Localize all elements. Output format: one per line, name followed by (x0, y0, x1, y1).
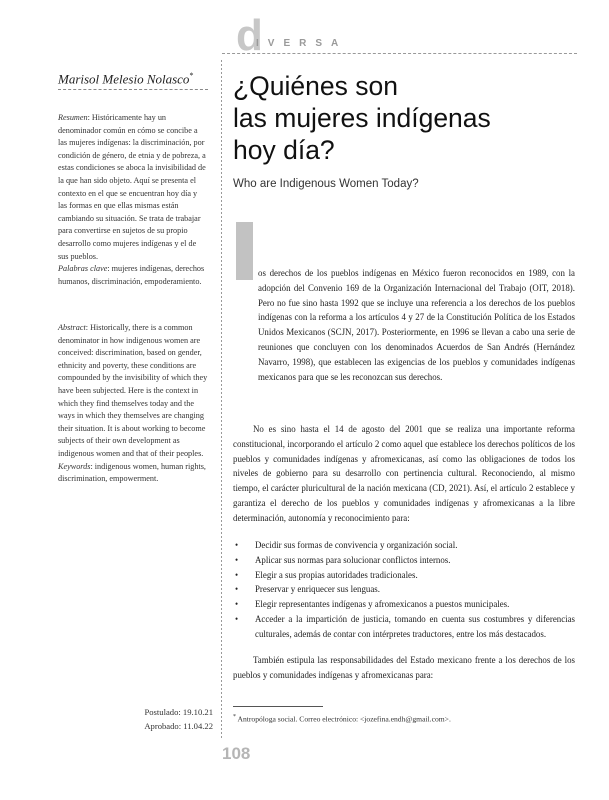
paragraph-3: También estipula las responsabilidades del Estado mexicano frente a los derechos de los pueblos y comunidades indígenas y afromexicanas para: (233, 655, 575, 680)
list-item: • Preservar y enriquecer sus lenguas. (233, 582, 575, 597)
list-item: • Elegir a sus propias autoridades tradicionales. (233, 568, 575, 583)
author-divider (58, 89, 208, 90)
date-postulado: Postulado: 19.10.21 (144, 707, 213, 717)
list-item: • Elegir representantes indígenas y afromexicanos a puestos municipales. (233, 597, 575, 612)
paragraph-2: No es sino hasta el 14 de agosto del 2001 que se realiza una importante reforma constitucional, incorporando el artículo 2 como aquel que establece los derechos políticos de los pueblos y comunidades indígenas y afromexicanas, así como las obligaciones de todos los niveles de gobierno para su desarrollo con pertinencia cultural. Reconociendo, al mismo tiempo, el carácter pluricultural de la nación mexicana (CD, 2021). Así, el artículo 2 establece y garantiza el derecho de los pueblos y comunidades indígenas y afromexicanas a la libre determinación, autonomía y reconocimiento para: (233, 424, 575, 523)
article-title: ¿Quiénes son las mujeres indígenas hoy día? (233, 71, 491, 165)
column-divider (221, 60, 222, 740)
list-item: • Decidir sus formas de convivencia y organización social. (233, 538, 575, 553)
paragraph-1: os derechos de los pueblos indígenas en México fueron reconocidos en 1989, con la adopción del Convenio 169 de la Organización Internacional del Trabajo (OIT, 2018). Pero no fue sino hasta 1992 que se incluye una referencia a los derechos de los pueblos indígenas con la reforma a los artículos 4 y 27 de la Constitución Política de los Estados Unidos Mexicanos (SCJN, 2017). Posteriormente, en 1996 se llevan a cabo una serie de reuniones que concluyen con los denominados Acuerdos de San Andrés (Hernández Navarro, 1998), que establecen las exigencias de los pueblos y comunidades indígenas mexicanos para que se les reconozcan sus derechos. (258, 268, 575, 382)
article-subtitle: Who are Indigenous Women Today? (233, 178, 419, 190)
list-item: • Aplicar sus normas para solucionar conflictos internos. (233, 553, 575, 568)
drop-cap-letter (236, 222, 253, 280)
footnote-divider (233, 706, 323, 707)
list-item: • Acceder a la impartición de justicia, tomando en cuenta sus costumbres y diferencias culturales, además de contar con intérpretes traductores, entre los más destacados. (233, 612, 575, 642)
author-name: Marisol Melesio Nolasco* (58, 71, 194, 87)
resumen-block: Resumen: Históricamente hay un denominador común en cómo se concibe a las mujeres indígenas: la discriminación, por condición de género, de etnia y de pobreza, a estas condiciones se aboca la invisibilidad de la que han sido objeto. Aquí se presenta el contexto en el que se encuentran hoy día y las formas en que ellas mismas están cambiando su situación. Se trata de trabajar para convertirse en sujetos de su propio desarrollo como mujeres indígenas y el de sus pueblos. Palabras clave: mujeres indígenas, derechos humanos, discriminación, empoderamiento. (58, 113, 206, 286)
page-number: 108 (222, 744, 251, 763)
rights-list (233, 538, 575, 642)
paragraph-3-block (233, 653, 575, 683)
abstract-block: Abstract: Historically, there is a common denominator in how indigenous women are conceived: discrimination, based on gender, ethnicity and poverty, these conditions are compounded by the invisibility of which they have been subjected. Here is the context in which they find themselves today and the ways in which they themselves are changing their situation. It is about working to become subjects of their own development as indigenous women and that of their peoples. Keywords: indigenous women, human rights, discrimination, empowerment. (58, 323, 208, 484)
section-name: IVERSA (256, 38, 348, 49)
section-initial: d (236, 11, 263, 60)
header-divider (222, 53, 577, 54)
footnote: * Antropóloga social. Correo electrónico: <jozefina.endh@gmail.com>. (233, 714, 451, 724)
date-aprobado: Aprobado: 11.04.22 (144, 721, 213, 731)
paragraph-2-block (233, 422, 575, 526)
